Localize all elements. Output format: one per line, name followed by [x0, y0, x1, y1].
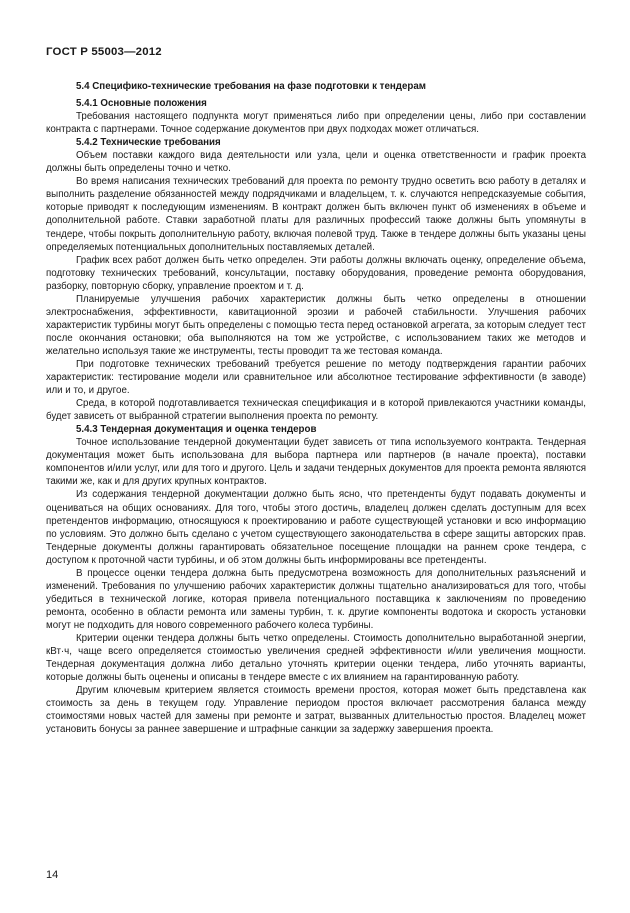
section-title: 5.4 Специфико-технические требования на фазе подготовки к тендерам — [76, 81, 426, 92]
paragraph: В процессе оценки тендера должна быть предусмотрена возможность для дополнительных разъяснений и изменений. Требования по улучшению рабочих характеристик должны тщательно анализироваться для того, чтобы убедиться в технической логике, которая привела потенциального поставщика к заключениям по проведению ремонта, особенно в области ремонта или замены турбин, т. к. другие компоненты водотока и скорость установки могут не подходить для нового современного рабочего колеса турбины. — [46, 567, 586, 631]
paragraph: Среда, в которой подготавливается техническая спецификация и в которой привлекаются участники команды, будет зависеть от выбранной стратегии выполнения проекта по ремонту. — [46, 398, 586, 423]
paragraph: Другим ключевым критерием является стоимость времени простоя, которая может быть представлена как стоимость за день в текущем году. Управление периодом простоя включает рассмотрения баланса между стоимостями новых частей для замены при ремонте и затрат, вызванных длительностью простоя. Владелец может установить бонусы за раннее завершение и штрафные санкции за задержку завершения проекта. — [46, 685, 586, 736]
subsection-title-5-4-2: 5.4.2 Технические требования — [76, 137, 221, 149]
subsection-title-5-4-3: 5.4.3 Тендерная документация и оценка тендеров — [76, 424, 317, 436]
paragraph: Точное использование тендерной документации будет зависеть от типа используемого контракта. Тендерная документация может быть использована для выбора партнера или партнеров (в начале проекта), поставки компонентов и/или услуг, или для того и другого. Цель и задачи тендерных документов для проекта ремонта являются такими же, как и для других крупных контрактов. — [46, 437, 586, 488]
paragraph: Требования настоящего подпункта могут применяться либо при определении цены, либо при составлении контракта с партнерами. Точное содержание документов при двух подходах может отличаться. — [46, 111, 586, 136]
document-header: ГОСТ Р 55003—2012 — [46, 46, 162, 58]
paragraph: Критерии оценки тендера должны быть четко определены. Стоимость дополнительно выработанной энергии, кВт·ч, чаще всего определяется стоимостью увеличения средней эффективности и/или увеличения мощности. Тендерная документация должна либо детально уточнять критерии оценки тендера, либо уточнять варианты, которые должны быть оценены и описаны в тендере вместе с их влиянием на гарантированную работу. — [46, 632, 586, 684]
page-number: 14 — [46, 869, 59, 881]
paragraph: Объем поставки каждого вида деятельности или узла, цели и оценка ответственности и график проекта должны быть определены точно и четко. — [46, 150, 586, 175]
paragraph: При подготовке технических требований требуется решение по методу подтверждения гарантии рабочих характеристик: тестирование модели или сравнительное или абсолютное тестирование эффективности (в заводе) или и то, и другое. — [46, 358, 586, 397]
paragraph: Планируемые улучшения рабочих характеристик должны быть четко определены в отношении электроснабжения, эффективности, кавитационной эрозии и рабочей стабильности. Улучшения рабочих характеристик турбины могут быть определены с помощью теста перед остановкой агрегата, за которым следует тест после окончания остановки; оба выполняются на том же устройстве, с использованием таких же методов и желательно используя такие же инструменты, тесты проводит та же тестовая команда. — [46, 293, 586, 357]
paragraph: Во время написания технических требований для проекта по ремонту трудно осветить всю работу в деталях и выполнить разделение обязанностей между подрядчиками и владельцем, т. к. случаются непредсказуемые события, которые приводят к последующим изменениям. В контракт должен быть включен пункт об изменениях в объеме и дополнительной работе. Ставки заработной платы для различных профессий также должны быть упомянуты в тендере, чтобы покрыть дополнительную работу, включая полевой труд. Также в тендере должны быть указаны цены определяемых потенциальных дополнительных поставляемых деталей. — [46, 176, 586, 253]
paragraph: График всех работ должен быть четко определен. Эти работы должны включать оценку, определение объема, подготовку технических требований, консультации, поставку оборудования, проведение ремонта оборудования, разборку, повторную сборку, управление проектом и т. д. — [46, 254, 586, 292]
paragraph: Из содержания тендерной документации должно быть ясно, что претенденты будут подавать документы и оцениваться на общих основаниях. Для того, чтобы этого достичь, владелец должен сделать доступным для всех претендентов информацию, относящуюся к проектированию и работе существующей установки и всю информацию по условиям. Это должно быть сделано с учетом существующего законодательства в сфере защиты авторских прав. Тендерные документы должны гарантировать обязательное посещение площадки на раннем сроке тендера, с доступом к проточной части турбины, и об этом должны быть информированы все претенденты. — [46, 489, 586, 566]
page-content — [46, 80, 586, 736]
subsection-title-5-4-1: 5.4.1 Основные положения — [76, 98, 207, 110]
